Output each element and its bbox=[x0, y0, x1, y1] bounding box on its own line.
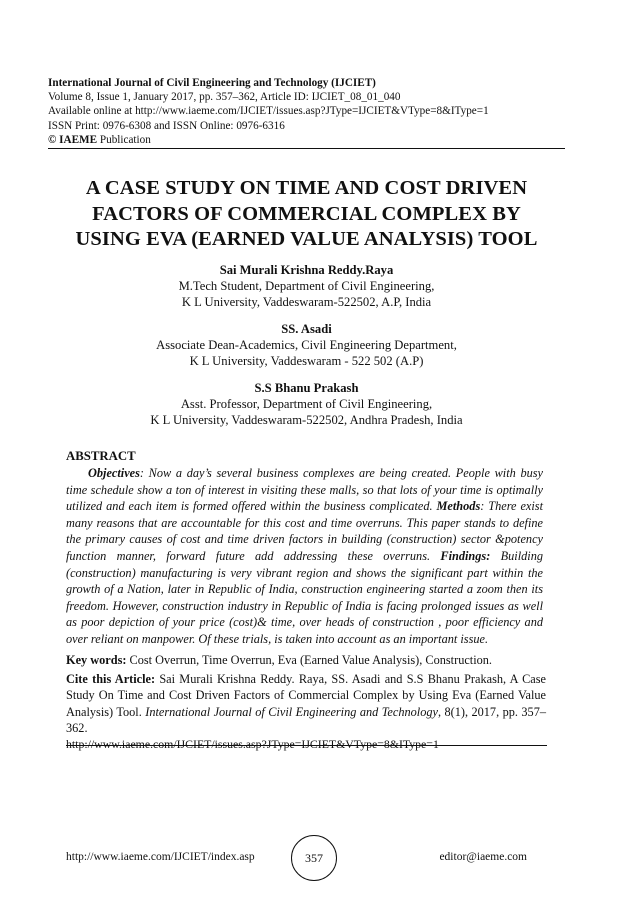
findings-label: Findings: bbox=[440, 548, 491, 563]
author-3 bbox=[48, 380, 565, 428]
objectives-text: : Now a day’s several business complexes are being created. People with busy time schedule show a ton of interest in visiting these malls, so that lots of your time is optimally utilized and each item is formed offered within the business complicated. bbox=[66, 466, 543, 514]
journal-online-line[interactable]: Available online at http://www.iaeme.com/IJCIET/issues.asp?JType=IJCIET&VType=8&IType=1 bbox=[48, 105, 489, 118]
publisher-copyright: © IAEME bbox=[48, 133, 98, 146]
journal-volume-line: Volume 8, Issue 1, January 2017, pp. 357–362, Article ID: IJCIET_08_01_040 bbox=[48, 91, 401, 104]
footer-email-link[interactable]: editor@iaeme.com bbox=[439, 851, 527, 863]
author-2 bbox=[48, 321, 565, 369]
keywords-label: Key words: bbox=[66, 653, 127, 667]
paper-title bbox=[48, 176, 565, 253]
findings-text: Building (construction) manufacturing is very vibrant region and shows the significant part within the growth of a Nation, later in Republic of India, construction engineering started a zoom then its freedom. However, construction industry in Republic of India is facing prolonged issues as well as poor depiction of your price (cost)& time, over heads of construction , poor efficiency and over reliant on manpower. Of these trials, is taken into account as an important issue. bbox=[66, 548, 543, 646]
journal-publisher bbox=[48, 133, 568, 147]
citation bbox=[66, 671, 546, 752]
author-name: SS. Asadi bbox=[281, 322, 332, 336]
title-line-1: A CASE STUDY ON TIME AND COST DRIVEN bbox=[85, 177, 528, 199]
journal-header bbox=[48, 76, 568, 147]
author-name: S.S Bhanu Prakash bbox=[254, 381, 359, 395]
journal-name: International Journal of Civil Engineering and Technology (IJCIET) bbox=[48, 77, 376, 89]
author-affiliation-line: Associate Dean-Academics, Civil Engineering Department, bbox=[156, 338, 457, 352]
author-list bbox=[48, 262, 565, 439]
author-1 bbox=[48, 262, 565, 310]
abstract-body bbox=[66, 465, 543, 648]
cite-url-link[interactable]: http://www.iaeme.com/IJCIET/issues.asp?JType=IJCIET&VType=8&IType=1 bbox=[66, 737, 439, 752]
objectives-label: Objectives bbox=[88, 466, 140, 480]
author-affiliation-line: K L University, Vaddeswaram-522502, A.P, India bbox=[181, 295, 432, 309]
cite-label: Cite this Article: bbox=[66, 672, 156, 686]
methods-label: Methods bbox=[436, 499, 481, 514]
keywords bbox=[66, 652, 543, 668]
publisher-suffix: Publication bbox=[97, 133, 151, 146]
page-number: 357 bbox=[291, 835, 337, 881]
author-affiliation-line: K L University, Vaddeswaram-522502, Andhra Pradesh, India bbox=[150, 413, 463, 427]
footer-url-link[interactable]: http://www.iaeme.com/IJCIET/index.asp bbox=[66, 851, 255, 863]
author-affiliation-line: M.Tech Student, Department of Civil Engineering, bbox=[178, 279, 435, 293]
title-line-2: FACTORS OF COMMERCIAL COMPLEX BY bbox=[92, 202, 521, 225]
author-name: Sai Murali Krishna Reddy.Raya bbox=[219, 263, 394, 277]
cite-text: Sai Murali Krishna Reddy. Raya, SS. Asadi and S.S Bhanu Prakash, A Case Study On Time and Cost Driven Factors of Commercial Complex by Using Eva (Earned Value Analysis) Tool. bbox=[66, 672, 547, 719]
keywords-text: Cost Overrun, Time Overrun, Eva (Earned Value Analysis), Construction. bbox=[126, 653, 493, 667]
abstract-heading: ABSTRACT bbox=[66, 449, 136, 463]
abstract-paragraph bbox=[66, 465, 543, 648]
journal-issn-line: ISSN Print: 0976-6308 and ISSN Online: 0976-6316 bbox=[48, 119, 285, 132]
methods-text: : There exist many reasons that are accountable for this cost and time overruns. This paper stands to define the primary causes of cost and time driven factors in building (construction) sector &potency function manner, forward future add addressing these overruns. bbox=[66, 499, 543, 563]
citation-rule bbox=[66, 745, 547, 746]
header-rule bbox=[48, 148, 565, 149]
author-affiliation-line: Asst. Professor, Department of Civil Engineering, bbox=[180, 397, 433, 411]
author-affiliation-line: K L University, Vaddeswaram - 522 502 (A.P) bbox=[189, 354, 424, 368]
title-line-3: USING EVA (EARNED VALUE ANALYSIS) TOOL bbox=[75, 228, 538, 250]
cite-journal: International Journal of Civil Engineering and Technology bbox=[145, 704, 438, 719]
cite-tail: , 8(1), 2017, pp. 357–362. bbox=[66, 704, 546, 735]
